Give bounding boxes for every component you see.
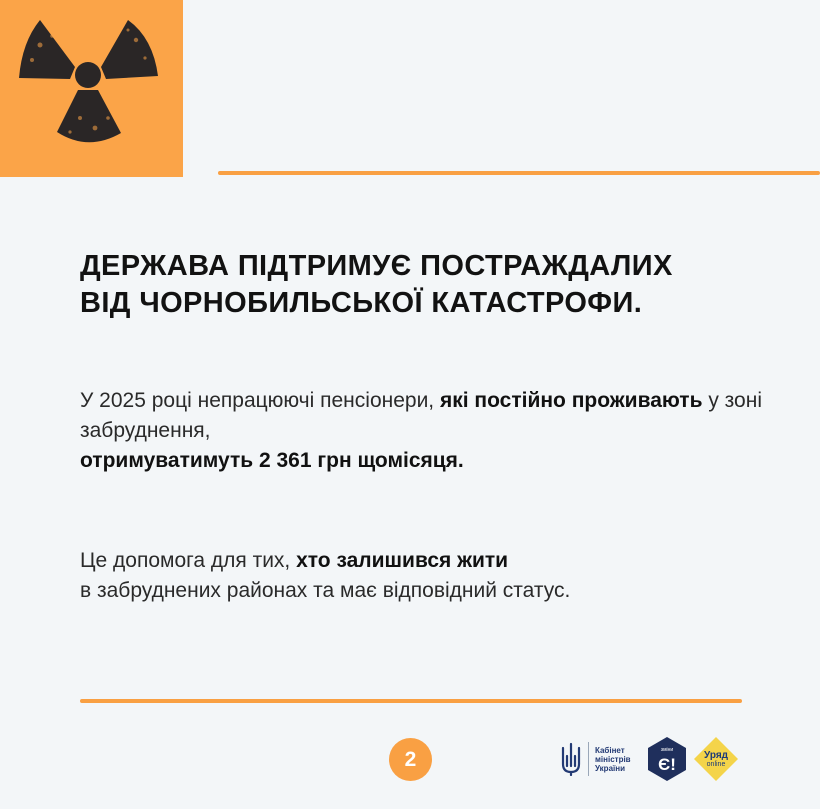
trident-icon: [560, 742, 582, 776]
paragraph2-text-2: в забруднених районах та має відповідний статус.: [80, 579, 571, 602]
paragraph1-text-1: У 2025 році непрацюючі пенсіонери,: [80, 389, 440, 412]
kmu-line-3: України: [595, 763, 626, 773]
bottom-divider: [80, 699, 742, 703]
kmu-line-2: міністрів: [595, 754, 631, 764]
zminy-mark: Є!: [658, 755, 676, 774]
cabinet-ministers-logo: [595, 746, 641, 773]
page-number-badge: 2: [389, 738, 432, 781]
paragraph-eligibility: [80, 546, 780, 606]
uryad-line-1: Уряд: [704, 749, 728, 761]
radiation-hero: [0, 0, 183, 177]
title-line-1: ДЕРЖАВА ПІДТРИМУЄ ПОСТРАЖДАЛИХ: [80, 250, 673, 282]
paragraph2-bold-1: хто залишився жити: [296, 549, 509, 572]
uryad-online-logo: [693, 736, 739, 782]
footer-logos: [560, 736, 739, 782]
radiation-icon: [0, 0, 183, 177]
uryad-line-2: online: [706, 760, 726, 768]
paragraph1-bold-1: які постійно проживають: [439, 389, 703, 412]
paragraph2-text-1: Це допомога для тих,: [80, 549, 297, 572]
paragraph1-text-2: у зоні забруднення,: [80, 389, 762, 442]
title-line-2: ВІД ЧОРНОБИЛЬСЬКОЇ КАТАСТРОФИ.: [80, 287, 643, 319]
zminy-label: зміни: [660, 747, 674, 753]
zminy-logo: [647, 736, 687, 782]
kmu-line-1: Кабінет: [595, 745, 625, 755]
paragraph-payment-info: [80, 386, 780, 476]
top-divider: [218, 171, 820, 175]
logo-divider: [588, 742, 589, 776]
page-title: [80, 248, 800, 322]
paragraph1-bold-2: отримуватимуть 2 361 грн щомісяця.: [80, 449, 464, 472]
